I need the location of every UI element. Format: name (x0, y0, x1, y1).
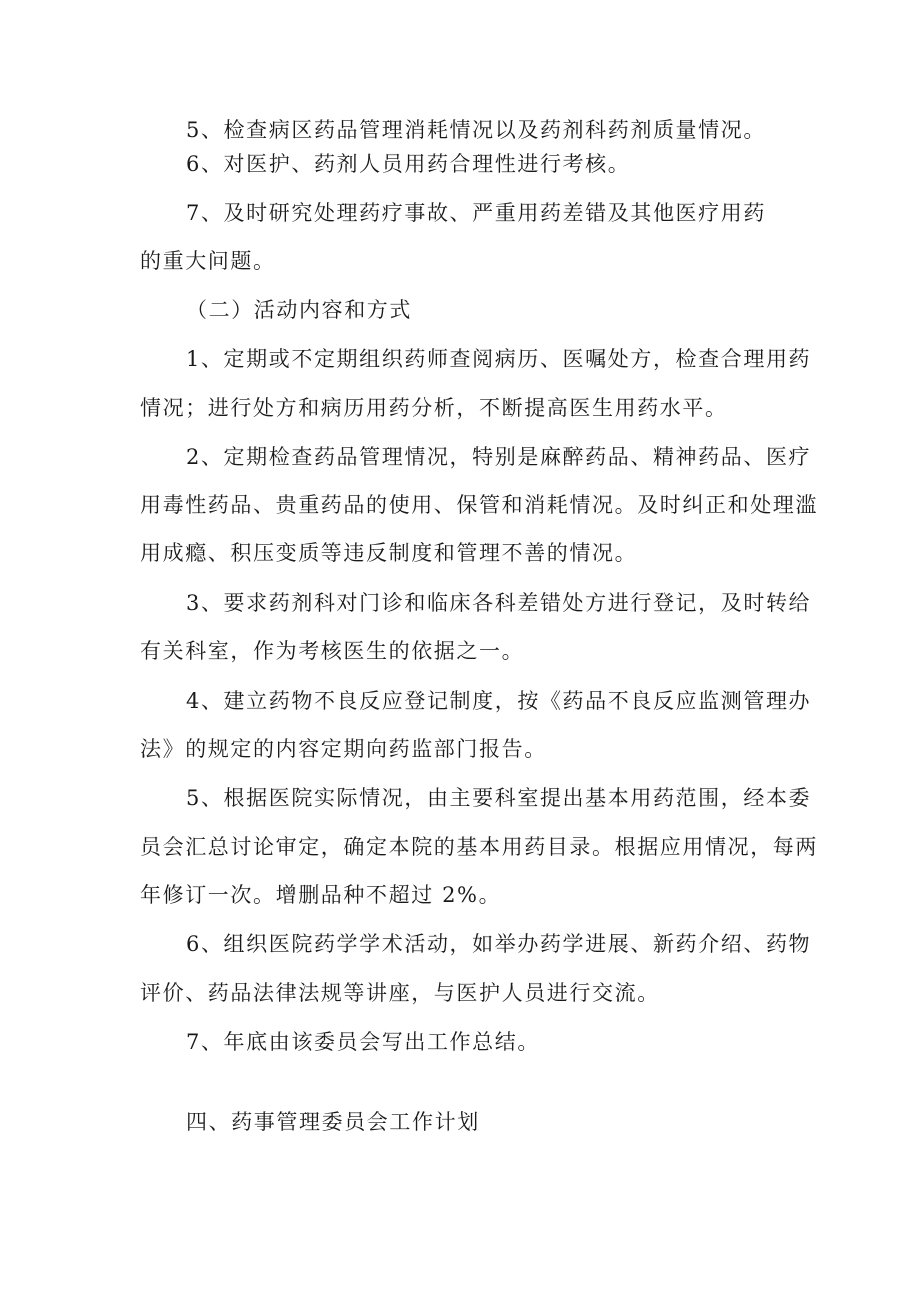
text-line: 年修订一次。增删品种不超过 2%。 (140, 883, 502, 907)
section-heading: （二）活动内容和方式 (186, 298, 412, 322)
text-line: 4、建立药物不良反应登记制度，按《药品不良反应监测管理办 (186, 689, 812, 713)
text-line: 6、对医护、药剂人员用药合理性进行考核。 (186, 152, 631, 176)
text-line: 7、及时研究处理药疗事故、严重用药差错及其他医疗用药 (186, 201, 766, 225)
text-line: 1、定期或不定期组织药师查阅病历、医嘱处方，检查合理用药 (186, 347, 812, 371)
text-line: 用毒性药品、贵重药品的使用、保管和消耗情况。及时纠正和处理滥 (140, 493, 818, 517)
text-line: 用成瘾、积压变质等违反制度和管理不善的情况。 (140, 541, 638, 565)
text-line: 7、年底由该委员会写出工作总结。 (186, 1030, 540, 1054)
text-line: 3、要求药剂科对门诊和临床各科差错处方进行登记，及时转给 (186, 591, 812, 615)
section-heading: 四、药事管理委员会工作计划 (186, 1110, 480, 1134)
text-line: 员会汇总讨论审定，确定本院的基本用药目录。根据应用情况，每两 (140, 835, 818, 859)
text-line: 情况；进行处方和病历用药分析，不断提高医生用药水平。 (140, 396, 728, 420)
text-line: 2、定期检查药品管理情况，特别是麻醉药品、精神药品、医疗 (186, 445, 812, 469)
text-line: 5、检查病区药品管理消耗情况以及药剂科药剂质量情况。 (186, 118, 766, 142)
text-line: 5、根据医院实际情况，由主要科室提出基本用药范围，经本委 (186, 786, 812, 810)
text-line: 的重大问题。 (140, 249, 276, 273)
text-line: 6、组织医院药学学术活动，如举办药学进展、新药介绍、药物 (186, 932, 812, 956)
text-line: 法》的规定的内容定期向药监部门报告。 (140, 737, 547, 761)
text-line: 评价、药品法律法规等讲座，与医护人员进行交流。 (140, 981, 660, 1005)
text-line: 有关科室，作为考核医生的依据之一。 (140, 639, 525, 663)
